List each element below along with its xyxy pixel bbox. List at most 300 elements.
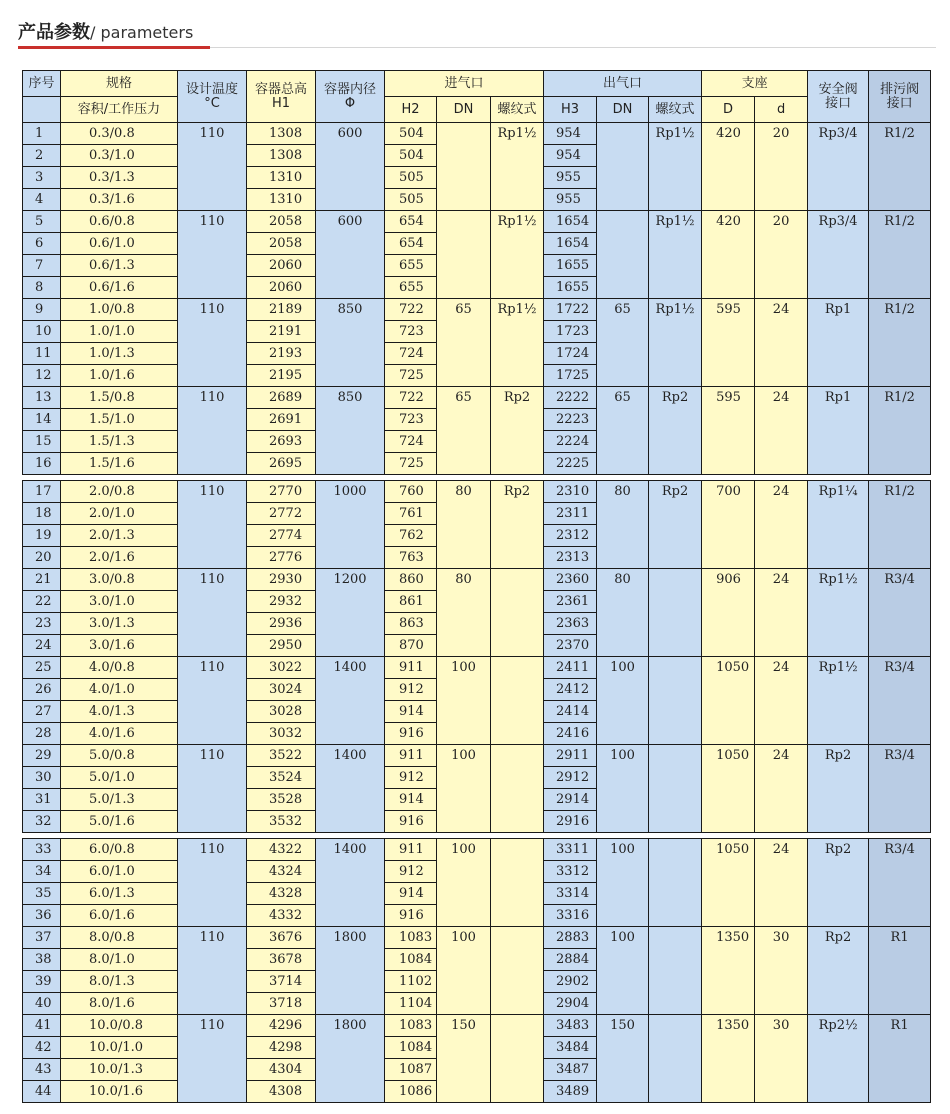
cell-support-D: 1350 [702, 927, 755, 1015]
cell-spec: 8.0/0.8 [61, 927, 178, 949]
cell-h1: 2691 [247, 409, 316, 431]
cell-h1: 4324 [247, 861, 316, 883]
cell-safety: Rp1¼ [808, 481, 869, 569]
cell-h1: 2060 [247, 255, 316, 277]
cell-h2: 722 [385, 299, 437, 321]
cell-inlet-dn: 80 [437, 569, 491, 657]
cell-spec: 10.0/1.0 [61, 1037, 178, 1059]
cell-spec: 2.0/1.3 [61, 525, 178, 547]
cell-spec: 5.0/0.8 [61, 745, 178, 767]
cell-temp: 110 [178, 481, 247, 569]
cell-h3: 954 [544, 123, 597, 145]
cell-inlet-thread [491, 1015, 544, 1103]
cell-temp: 110 [178, 1015, 247, 1103]
cell-h2: 1087 [385, 1059, 437, 1081]
cell-h2: 914 [385, 883, 437, 905]
cell-h3: 3487 [544, 1059, 597, 1081]
cell-support-d: 30 [755, 927, 808, 1015]
cell-spec: 8.0/1.0 [61, 949, 178, 971]
cell-h3: 1725 [544, 365, 597, 387]
cell-h2: 725 [385, 365, 437, 387]
cell-spec: 4.0/1.0 [61, 679, 178, 701]
cell-seq: 10 [23, 321, 61, 343]
col-drain: 排污阀 接口 [869, 71, 931, 123]
cell-h3: 1722 [544, 299, 597, 321]
cell-h1: 2774 [247, 525, 316, 547]
cell-h2: 861 [385, 591, 437, 613]
cell-support-D: 1050 [702, 745, 755, 833]
col-outlet-dn: DN [597, 97, 649, 123]
cell-spec: 10.0/1.6 [61, 1081, 178, 1103]
cell-seq: 24 [23, 635, 61, 657]
cell-diameter: 1000 [316, 481, 385, 569]
cell-h3: 2313 [544, 547, 597, 569]
cell-diameter: 1200 [316, 569, 385, 657]
cell-safety: Rp2 [808, 927, 869, 1015]
cell-h2: 1086 [385, 1081, 437, 1103]
cell-diameter: 1800 [316, 1015, 385, 1103]
cell-outlet-dn: 100 [597, 839, 649, 927]
section-header [18, 18, 193, 48]
cell-h2: 914 [385, 789, 437, 811]
cell-h1: 2060 [247, 277, 316, 299]
cell-drain: R1/2 [869, 123, 931, 211]
cell-h2: 505 [385, 189, 437, 211]
cell-seq: 3 [23, 167, 61, 189]
cell-h2: 870 [385, 635, 437, 657]
col-spec: 规格 [61, 71, 178, 97]
cell-seq: 43 [23, 1059, 61, 1081]
cell-safety: Rp2½ [808, 1015, 869, 1103]
cell-inlet-dn: 80 [437, 481, 491, 569]
cell-h1: 2776 [247, 547, 316, 569]
cell-support-d: 24 [755, 657, 808, 745]
cell-spec: 2.0/1.0 [61, 503, 178, 525]
cell-support-D: 1050 [702, 657, 755, 745]
cell-seq: 8 [23, 277, 61, 299]
col-diameter: 容器内径 Φ [316, 71, 385, 123]
cell-inlet-dn: 100 [437, 745, 491, 833]
cell-h1: 2936 [247, 613, 316, 635]
cell-spec: 8.0/1.6 [61, 993, 178, 1015]
col-safety: 安全阀 接口 [808, 71, 869, 123]
table-row [23, 123, 931, 145]
cell-seq: 35 [23, 883, 61, 905]
cell-h2: 654 [385, 211, 437, 233]
cell-h3: 1724 [544, 343, 597, 365]
cell-h1: 2191 [247, 321, 316, 343]
section-title: 产品参数 [18, 22, 90, 43]
cell-h1: 3714 [247, 971, 316, 993]
cell-h3: 955 [544, 189, 597, 211]
cell-spec: 0.6/0.8 [61, 211, 178, 233]
cell-h2: 914 [385, 701, 437, 723]
cell-h3: 2414 [544, 701, 597, 723]
cell-temp: 110 [178, 569, 247, 657]
cell-seq: 41 [23, 1015, 61, 1037]
cell-h2: 1083 [385, 927, 437, 949]
cell-drain: R1/2 [869, 481, 931, 569]
cell-spec: 4.0/1.6 [61, 723, 178, 745]
cell-h3: 3312 [544, 861, 597, 883]
cell-safety: Rp3/4 [808, 123, 869, 211]
col-support-d: d [755, 97, 808, 123]
cell-safety: Rp2 [808, 745, 869, 833]
cell-h1: 4304 [247, 1059, 316, 1081]
cell-seq: 17 [23, 481, 61, 503]
cell-inlet-dn [437, 123, 491, 211]
cell-h3: 2223 [544, 409, 597, 431]
cell-temp: 110 [178, 123, 247, 211]
cell-temp: 110 [178, 211, 247, 299]
cell-h2: 860 [385, 569, 437, 591]
cell-spec: 1.0/0.8 [61, 299, 178, 321]
cell-h3: 3483 [544, 1015, 597, 1037]
cell-spec: 4.0/0.8 [61, 657, 178, 679]
cell-seq: 23 [23, 613, 61, 635]
col-support: 支座 [702, 71, 808, 97]
cell-h1: 3032 [247, 723, 316, 745]
cell-h2: 724 [385, 343, 437, 365]
cell-h1: 4328 [247, 883, 316, 905]
cell-drain: R1 [869, 927, 931, 1015]
cell-drain: R1/2 [869, 211, 931, 299]
col-seq: 序号 [23, 71, 61, 97]
cell-spec: 0.3/1.3 [61, 167, 178, 189]
cell-support-D: 1050 [702, 839, 755, 927]
cell-drain: R1/2 [869, 387, 931, 475]
cell-spec: 1.5/1.3 [61, 431, 178, 453]
cell-h3: 2360 [544, 569, 597, 591]
cell-spec: 3.0/1.0 [61, 591, 178, 613]
cell-seq: 15 [23, 431, 61, 453]
cell-h3: 2883 [544, 927, 597, 949]
cell-h2: 1102 [385, 971, 437, 993]
cell-seq: 18 [23, 503, 61, 525]
cell-spec: 6.0/0.8 [61, 839, 178, 861]
cell-spec: 8.0/1.3 [61, 971, 178, 993]
cell-temp: 110 [178, 927, 247, 1015]
cell-h2: 504 [385, 145, 437, 167]
cell-h3: 954 [544, 145, 597, 167]
cell-h3: 2310 [544, 481, 597, 503]
cell-outlet-dn: 65 [597, 387, 649, 475]
cell-h2: 911 [385, 745, 437, 767]
cell-h3: 2911 [544, 745, 597, 767]
cell-h1: 3718 [247, 993, 316, 1015]
cell-seq: 11 [23, 343, 61, 365]
cell-h2: 762 [385, 525, 437, 547]
cell-seq: 21 [23, 569, 61, 591]
cell-spec: 5.0/1.3 [61, 789, 178, 811]
cell-h3: 2361 [544, 591, 597, 613]
cell-support-D: 420 [702, 211, 755, 299]
col-inlet-thread: 螺纹式 [491, 97, 544, 123]
cell-diameter: 1400 [316, 839, 385, 927]
cell-h1: 3532 [247, 811, 316, 833]
cell-h1: 3022 [247, 657, 316, 679]
cell-h2: 761 [385, 503, 437, 525]
cell-seq: 37 [23, 927, 61, 949]
title-underline [18, 46, 210, 49]
cell-support-d: 20 [755, 123, 808, 211]
cell-safety: Rp1½ [808, 657, 869, 745]
cell-h2: 1104 [385, 993, 437, 1015]
cell-safety: Rp1½ [808, 569, 869, 657]
table-body [23, 123, 931, 1103]
cell-outlet-thread: Rp1½ [649, 123, 702, 211]
cell-spec: 5.0/1.0 [61, 767, 178, 789]
cell-support-D: 420 [702, 123, 755, 211]
cell-seq: 13 [23, 387, 61, 409]
cell-safety: Rp1 [808, 387, 869, 475]
cell-h3: 3489 [544, 1081, 597, 1103]
cell-h1: 2693 [247, 431, 316, 453]
cell-seq: 33 [23, 839, 61, 861]
cell-h2: 1083 [385, 1015, 437, 1037]
cell-support-D: 595 [702, 387, 755, 475]
cell-h2: 723 [385, 321, 437, 343]
cell-inlet-thread [491, 745, 544, 833]
cell-h1: 2689 [247, 387, 316, 409]
cell-outlet-dn: 100 [597, 657, 649, 745]
cell-spec: 10.0/0.8 [61, 1015, 178, 1037]
cell-h3: 1654 [544, 211, 597, 233]
cell-seq: 5 [23, 211, 61, 233]
col-height: 容器总高 H1 [247, 71, 316, 123]
cell-diameter: 600 [316, 211, 385, 299]
cell-outlet-thread [649, 657, 702, 745]
col-spec-sub: 容积/工作压力 [61, 97, 178, 123]
cell-outlet-dn: 80 [597, 569, 649, 657]
table-row [23, 1015, 931, 1037]
cell-h3: 2411 [544, 657, 597, 679]
cell-outlet-thread: Rp2 [649, 387, 702, 475]
cell-support-D: 906 [702, 569, 755, 657]
cell-h2: 505 [385, 167, 437, 189]
cell-safety: Rp1 [808, 299, 869, 387]
col-outlet-thread: 螺纹式 [649, 97, 702, 123]
cell-h3: 2884 [544, 949, 597, 971]
cell-h1: 2058 [247, 233, 316, 255]
cell-h2: 504 [385, 123, 437, 145]
cell-support-d: 24 [755, 387, 808, 475]
cell-h1: 2058 [247, 211, 316, 233]
cell-support-d: 24 [755, 839, 808, 927]
cell-diameter: 1400 [316, 657, 385, 745]
cell-temp: 110 [178, 745, 247, 833]
cell-diameter: 850 [316, 387, 385, 475]
cell-inlet-thread [491, 839, 544, 927]
cell-outlet-dn: 150 [597, 1015, 649, 1103]
cell-seq: 20 [23, 547, 61, 569]
cell-spec: 3.0/1.3 [61, 613, 178, 635]
cell-h2: 912 [385, 679, 437, 701]
cell-seq: 28 [23, 723, 61, 745]
cell-support-D: 595 [702, 299, 755, 387]
cell-h2: 760 [385, 481, 437, 503]
cell-h1: 4296 [247, 1015, 316, 1037]
cell-outlet-dn: 65 [597, 299, 649, 387]
cell-seq: 2 [23, 145, 61, 167]
cell-seq: 30 [23, 767, 61, 789]
cell-h3: 3314 [544, 883, 597, 905]
cell-spec: 0.3/1.6 [61, 189, 178, 211]
cell-h3: 2311 [544, 503, 597, 525]
cell-h2: 912 [385, 767, 437, 789]
cell-outlet-thread [649, 927, 702, 1015]
cell-spec: 10.0/1.3 [61, 1059, 178, 1081]
cell-inlet-thread: Rp2 [491, 481, 544, 569]
cell-diameter: 850 [316, 299, 385, 387]
cell-drain: R1/2 [869, 299, 931, 387]
cell-inlet-thread [491, 927, 544, 1015]
cell-h3: 2370 [544, 635, 597, 657]
cell-outlet-thread [649, 839, 702, 927]
cell-h2: 916 [385, 811, 437, 833]
cell-seq: 1 [23, 123, 61, 145]
cell-h1: 3522 [247, 745, 316, 767]
cell-inlet-thread: Rp1½ [491, 211, 544, 299]
cell-h3: 3311 [544, 839, 597, 861]
col-temp: 设计温度 °C [178, 71, 247, 123]
cell-spec: 0.3/0.8 [61, 123, 178, 145]
cell-support-D: 700 [702, 481, 755, 569]
col-inlet-h: H2 [385, 97, 437, 123]
cell-temp: 110 [178, 299, 247, 387]
cell-seq: 25 [23, 657, 61, 679]
cell-inlet-dn: 100 [437, 839, 491, 927]
cell-seq: 39 [23, 971, 61, 993]
cell-drain: R3/4 [869, 839, 931, 927]
cell-seq: 38 [23, 949, 61, 971]
cell-seq: 31 [23, 789, 61, 811]
cell-h2: 655 [385, 277, 437, 299]
cell-support-d: 24 [755, 481, 808, 569]
cell-h2: 654 [385, 233, 437, 255]
table-row [23, 927, 931, 949]
cell-outlet-dn: 80 [597, 481, 649, 569]
cell-h3: 2914 [544, 789, 597, 811]
cell-seq: 6 [23, 233, 61, 255]
cell-support-D: 1350 [702, 1015, 755, 1103]
cell-inlet-dn: 100 [437, 927, 491, 1015]
cell-h1: 3678 [247, 949, 316, 971]
cell-seq: 27 [23, 701, 61, 723]
cell-support-d: 24 [755, 745, 808, 833]
cell-seq: 34 [23, 861, 61, 883]
cell-h3: 2412 [544, 679, 597, 701]
cell-spec: 1.5/1.0 [61, 409, 178, 431]
cell-h1: 1308 [247, 145, 316, 167]
cell-outlet-thread [649, 745, 702, 833]
cell-h3: 2416 [544, 723, 597, 745]
cell-spec: 0.3/1.0 [61, 145, 178, 167]
cell-seq: 36 [23, 905, 61, 927]
cell-spec: 2.0/0.8 [61, 481, 178, 503]
table-row [23, 211, 931, 233]
table-row [23, 481, 931, 503]
cell-seq: 12 [23, 365, 61, 387]
cell-outlet-thread: Rp1½ [649, 299, 702, 387]
cell-spec: 1.0/1.0 [61, 321, 178, 343]
cell-h3: 1655 [544, 255, 597, 277]
cell-h3: 1654 [544, 233, 597, 255]
cell-h1: 2770 [247, 481, 316, 503]
cell-h1: 1310 [247, 167, 316, 189]
cell-h3: 2224 [544, 431, 597, 453]
cell-h3: 2312 [544, 525, 597, 547]
cell-h2: 1084 [385, 1037, 437, 1059]
cell-h2: 863 [385, 613, 437, 635]
cell-h3: 1655 [544, 277, 597, 299]
cell-h3: 2222 [544, 387, 597, 409]
cell-seq: 9 [23, 299, 61, 321]
cell-h2: 722 [385, 387, 437, 409]
cell-h3: 955 [544, 167, 597, 189]
section-subtitle: / parameters [90, 23, 194, 42]
cell-spec: 0.6/1.0 [61, 233, 178, 255]
cell-h1: 2189 [247, 299, 316, 321]
cell-inlet-dn: 100 [437, 657, 491, 745]
cell-spec: 1.5/0.8 [61, 387, 178, 409]
cell-h2: 916 [385, 905, 437, 927]
cell-outlet-dn [597, 211, 649, 299]
table-row [23, 299, 931, 321]
cell-h2: 1084 [385, 949, 437, 971]
cell-h1: 2695 [247, 453, 316, 475]
col-seq-sub [23, 97, 61, 123]
cell-h1: 1310 [247, 189, 316, 211]
cell-inlet-dn: 65 [437, 299, 491, 387]
cell-support-d: 24 [755, 299, 808, 387]
cell-h1: 3028 [247, 701, 316, 723]
cell-h1: 3524 [247, 767, 316, 789]
cell-h3: 2225 [544, 453, 597, 475]
cell-h1: 3528 [247, 789, 316, 811]
cell-outlet-dn [597, 123, 649, 211]
cell-seq: 16 [23, 453, 61, 475]
cell-seq: 4 [23, 189, 61, 211]
cell-temp: 110 [178, 657, 247, 745]
table-row [23, 657, 931, 679]
cell-spec: 3.0/1.6 [61, 635, 178, 657]
cell-temp: 110 [178, 839, 247, 927]
cell-seq: 29 [23, 745, 61, 767]
cell-h1: 3024 [247, 679, 316, 701]
col-inlet: 进气口 [385, 71, 544, 97]
table-row [23, 569, 931, 591]
cell-h3: 1723 [544, 321, 597, 343]
cell-h2: 655 [385, 255, 437, 277]
cell-h1: 2932 [247, 591, 316, 613]
cell-h2: 911 [385, 839, 437, 861]
cell-h1: 4298 [247, 1037, 316, 1059]
cell-h2: 724 [385, 431, 437, 453]
cell-h2: 763 [385, 547, 437, 569]
cell-seq: 22 [23, 591, 61, 613]
cell-h1: 4322 [247, 839, 316, 861]
cell-h1: 3676 [247, 927, 316, 949]
cell-h1: 2772 [247, 503, 316, 525]
cell-h2: 911 [385, 657, 437, 679]
cell-h1: 2195 [247, 365, 316, 387]
cell-seq: 19 [23, 525, 61, 547]
cell-spec: 6.0/1.6 [61, 905, 178, 927]
cell-seq: 32 [23, 811, 61, 833]
cell-spec: 1.0/1.6 [61, 365, 178, 387]
cell-seq: 44 [23, 1081, 61, 1103]
